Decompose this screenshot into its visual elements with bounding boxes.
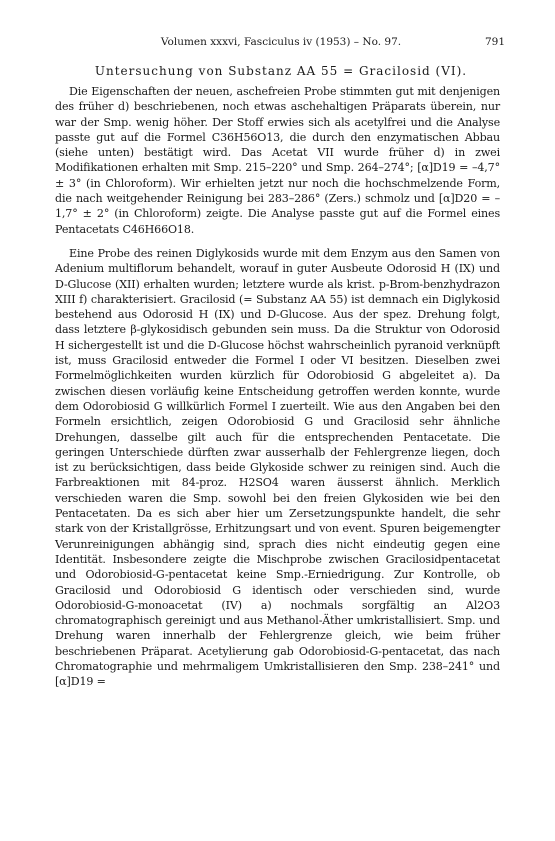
paragraph-2: Eine Probe des reinen Diglykosids wurde mit dem Enzym aus den Samen von Adenium multiflorum behandelt, worauf in guter Ausbeute Odorosid H (IX) und D-Glucose (XII) erhalten wurden; letztere wurde als krist. p-Brom-benzhydrazon XIII f) charakterisiert. Gracilosid (= Substanz AA 55) ist demnach ein Diglykosid bestehend aus Odorosid H (IX) und D-Glucose. Aus der spez. Drehung folgt, dass letztere β-glykosidisch gebunden sein muss. Da die Struktur von Odorosid H sichergestellt ist und die D-Glucose höchst wahrscheinlich pyranoid verknüpft ist, muss Gracilosid entweder die Formel I oder VI besitzen. Dieselben zwei Formelmöglichkeiten wurden kürzlich für Odorobiosid G abgeleitet a). Da zwischen diesen vorläufig keine Entscheidung getroffen werden konnte, wurde dem Odorobiosid G willkürlich Formel I zuerteilt. Wie aus den Angaben bei den Formeln ersichtlich, zeigen Odorobiosid G und Gracilosid sehr ähnliche Drehungen, dasselbe gilt auch für die entsprechenden Pentacetate. Die geringen Unterschiede dürften zwar ausserhalb der Fehlergrenze liegen, doch ist zu berücksichtigen, dass beide Glykoside schwer zu reinigen sind. Auch die Farbreaktionen mit 84-proz. H2SO4 waren äusserst ähnlich. Merklich verschieden waren die Smp. sowohl bei den freien Glykosiden wie bei den Pentacetaten. Da es sich aber hier um Zersetzungspunkte handelt, die sehr stark von der Kristallgrösse, Erhitzungsart und von event. Spuren beigemengter Verunreinigungen abhängig sind, sprach dies nicht eindeutig gegen eine Identität. Insbesondere zeigte die Mischprobe zwischen Gracilosidpentacetat und Odorobiosid-G-pentacetat keine Smp.-Erniedrigung. Zur Kontrolle, ob Gracilosid und Odorobiosid G identisch oder verschieden sind, wurde Odorobiosid-G-monoacetat (IV) a) nochmals sorgfältig an Al2O3 chromatographisch gereinigt und aus Methanol-Äther umkristallisiert. Smp. und Drehung waren innerhalb der Fehlergrenze gleich, wie beim früher beschriebenen Präparat. Acetylierung gab Odorobiosid-G-pentacetat, das nach Chromatographie und mehrmaligem Umkristallisieren den Smp. 238–241° und [α]D19 = (55, 246, 500, 689)
paragraph-1: Die Eigenschaften der neuen, aschefreien Probe stimmten gut mit denjenigen des früher d) beschriebenen, noch etwas aschehaltigen Präparats überein, nur war der Smp. wenig höher. Der Stoff erwies sich als acetylfrei und die Analyse passte gut auf die Formel C36H56O13, die durch den enzymatischen Abbau (siehe unten) bestätigt wird. Das Acetat VII wurde früher d) in zwei Modifikationen erhalten mit Smp. 215–220° und Smp. 264–274°; [α]D19 = –4,7° ± 3° (in Chloroform). Wir erhielten jetzt nur noch die hochschmelzende Form, die nach weitgehender Reinigung bei 283–286° (Zers.) schmolz und [α]D20 = –1,7° ± 2° (in Chloroform) zeigte. Die Analyse passte gut auf die Formel eines Pentacetats C46H66O18. (55, 85, 500, 236)
body-text (55, 84, 500, 690)
section-title: Untersuchung von Substanz AA 55 = Gracilosid (VI). (94, 64, 468, 78)
running-title: Volumen xxxvi, Fasciculus iv (1953) – No. 97. (160, 36, 402, 48)
page-number: 791 (484, 36, 505, 48)
